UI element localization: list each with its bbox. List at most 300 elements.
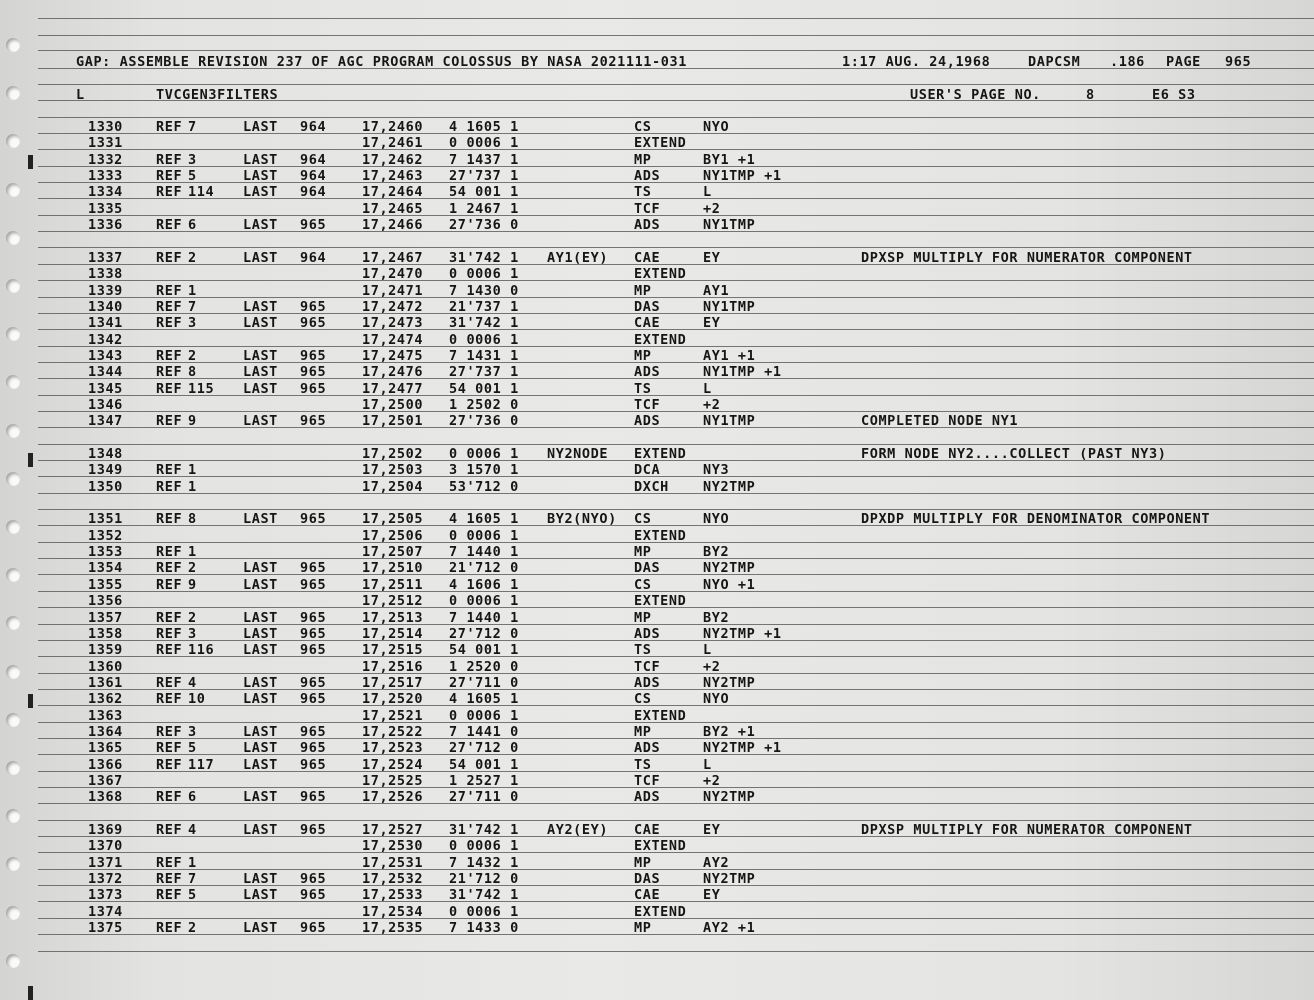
octal-code: 31'742 1	[449, 250, 519, 266]
octal-code: 0 0006 1	[449, 266, 519, 282]
ref-count: 2	[188, 920, 197, 936]
last-page: 965	[300, 348, 327, 364]
opcode: CAE	[634, 315, 661, 331]
ref-keyword: REF	[156, 560, 183, 576]
opcode: MP	[634, 544, 652, 560]
last-page: 965	[300, 413, 327, 429]
octal-code: 27'736 0	[449, 413, 519, 429]
ruled-line	[38, 247, 1314, 248]
line-number: 1369	[88, 822, 123, 838]
line-number: 1334	[88, 184, 123, 200]
ruled-line	[38, 705, 1314, 706]
ruled-line	[38, 18, 1314, 19]
octal-code: 0 0006 1	[449, 708, 519, 724]
line-number: 1344	[88, 364, 123, 380]
ref-keyword: REF	[156, 479, 183, 495]
address: 17,2464	[362, 184, 424, 200]
ruled-line	[38, 133, 1314, 134]
ruled-line	[38, 35, 1314, 36]
last-page: 965	[300, 691, 327, 707]
octal-code: 1 2502 0	[449, 397, 519, 413]
ruled-line	[38, 313, 1314, 314]
line-number: 1346	[88, 397, 123, 413]
octal-code: 7 1431 1	[449, 348, 519, 364]
line-number: 1356	[88, 593, 123, 609]
octal-code: 27'711 0	[449, 789, 519, 805]
operand: +2	[703, 773, 721, 789]
line-number: 1354	[88, 560, 123, 576]
ruled-line	[38, 754, 1314, 755]
last-keyword: LAST	[243, 610, 278, 626]
comment: DPXSP MULTIPLY FOR NUMERATOR COMPONENT	[861, 822, 1193, 838]
address: 17,2521	[362, 708, 424, 724]
opcode: EXTEND	[634, 135, 687, 151]
opcode: DAS	[634, 871, 661, 887]
ref-keyword: REF	[156, 740, 183, 756]
line-number: 1373	[88, 887, 123, 903]
opcode: MP	[634, 152, 652, 168]
address: 17,2506	[362, 528, 424, 544]
ref-keyword: REF	[156, 855, 183, 871]
operand: NY2TMP	[703, 789, 756, 805]
operand: NYO	[703, 691, 730, 707]
address: 17,2524	[362, 757, 424, 773]
line-number: 1357	[88, 610, 123, 626]
address: 17,2467	[362, 250, 424, 266]
operand: +2	[703, 201, 721, 217]
line-number: 1372	[88, 871, 123, 887]
ref-count: 3	[188, 724, 197, 740]
ruled-line	[38, 738, 1314, 739]
last-page: 965	[300, 626, 327, 642]
ruled-line	[38, 493, 1314, 494]
ruled-line	[38, 411, 1314, 412]
ruled-line	[38, 50, 1314, 51]
line-number: 1360	[88, 659, 123, 675]
opcode: MP	[634, 724, 652, 740]
last-page: 965	[300, 299, 327, 315]
line-number: 1350	[88, 479, 123, 495]
ruled-line	[38, 395, 1314, 396]
last-page: 965	[300, 364, 327, 380]
octal-code: 4 1605 1	[449, 119, 519, 135]
ref-count: 7	[188, 119, 197, 135]
ruled-line	[38, 574, 1314, 575]
last-keyword: LAST	[243, 560, 278, 576]
last-keyword: LAST	[243, 822, 278, 838]
ref-keyword: REF	[156, 119, 183, 135]
line-number: 1333	[88, 168, 123, 184]
opcode: CAE	[634, 822, 661, 838]
ref-count: 9	[188, 577, 197, 593]
ref-keyword: REF	[156, 348, 183, 364]
bank-code: E6 S3	[1152, 87, 1196, 103]
opcode: DXCH	[634, 479, 669, 495]
opcode: CS	[634, 119, 652, 135]
last-page: 965	[300, 577, 327, 593]
comment: COMPLETED NODE NY1	[861, 413, 1019, 429]
last-keyword: LAST	[243, 871, 278, 887]
octal-code: 31'742 1	[449, 887, 519, 903]
opcode: ADS	[634, 626, 661, 642]
address: 17,2471	[362, 283, 424, 299]
margin-mark	[28, 694, 33, 708]
octal-code: 27'736 0	[449, 217, 519, 233]
ref-keyword: REF	[156, 577, 183, 593]
last-keyword: LAST	[243, 152, 278, 168]
ref-count: 1	[188, 544, 197, 560]
ref-keyword: REF	[156, 217, 183, 233]
octal-code: 0 0006 1	[449, 904, 519, 920]
ref-keyword: REF	[156, 544, 183, 560]
ruled-line	[38, 869, 1314, 870]
operand: NY2TMP +1	[703, 626, 782, 642]
ref-count: 2	[188, 610, 197, 626]
ruled-line	[38, 198, 1314, 199]
operand: NY2TMP	[703, 675, 756, 691]
ruled-line	[38, 166, 1314, 167]
opcode: ADS	[634, 675, 661, 691]
page-label: PAGE	[1166, 54, 1201, 70]
ref-count: 1	[188, 855, 197, 871]
ref-keyword: REF	[156, 283, 183, 299]
comment: FORM NODE NY2....COLLECT (PAST NY3)	[861, 446, 1167, 462]
address: 17,2472	[362, 299, 424, 315]
ref-keyword: REF	[156, 610, 183, 626]
octal-code: 0 0006 1	[449, 332, 519, 348]
ref-count: 117	[188, 757, 215, 773]
feed-hole	[6, 761, 20, 775]
octal-code: 53'712 0	[449, 479, 519, 495]
ruled-line	[38, 656, 1314, 657]
octal-code: 1 2527 1	[449, 773, 519, 789]
opcode: MP	[634, 283, 652, 299]
opcode: MP	[634, 920, 652, 936]
address: 17,2505	[362, 511, 424, 527]
octal-code: 21'712 0	[449, 871, 519, 887]
ref-keyword: REF	[156, 789, 183, 805]
operand: NYO	[703, 119, 730, 135]
line-number: 1339	[88, 283, 123, 299]
last-page: 965	[300, 381, 327, 397]
last-keyword: LAST	[243, 757, 278, 773]
line-number: 1338	[88, 266, 123, 282]
line-number: 1374	[88, 904, 123, 920]
line-number: 1353	[88, 544, 123, 560]
opcode: ADS	[634, 168, 661, 184]
ruled-line	[38, 427, 1314, 428]
operand: NYO +1	[703, 577, 756, 593]
last-page: 964	[300, 119, 327, 135]
program-title: GAP: ASSEMBLE REVISION 237 OF AGC PROGRAM COLOSSUS BY NASA 2021111-031	[76, 54, 687, 70]
address: 17,2503	[362, 462, 424, 478]
ruled-line	[38, 934, 1314, 935]
opcode: ADS	[634, 413, 661, 429]
ref-count: 4	[188, 822, 197, 838]
last-page: 964	[300, 250, 327, 266]
ref-keyword: REF	[156, 757, 183, 773]
ruled-line	[38, 84, 1314, 85]
last-page: 965	[300, 887, 327, 903]
address: 17,2507	[362, 544, 424, 560]
line-number: 1355	[88, 577, 123, 593]
operand: AY2 +1	[703, 920, 756, 936]
last-keyword: LAST	[243, 348, 278, 364]
operand: NY3	[703, 462, 730, 478]
operand: EY	[703, 887, 721, 903]
ruled-line	[38, 558, 1314, 559]
line-number: 1343	[88, 348, 123, 364]
page-number: 965	[1225, 54, 1252, 70]
last-page: 965	[300, 315, 327, 331]
last-keyword: LAST	[243, 184, 278, 200]
opcode: TCF	[634, 397, 661, 413]
line-number: 1349	[88, 462, 123, 478]
address: 17,2474	[362, 332, 424, 348]
address: 17,2533	[362, 887, 424, 903]
line-number: 1341	[88, 315, 123, 331]
log-section-name: TVCGEN3FILTERS	[156, 87, 279, 103]
run-id: DAPCSM	[1028, 54, 1081, 70]
address: 17,2535	[362, 920, 424, 936]
ruled-line	[38, 901, 1314, 902]
line-number: 1342	[88, 332, 123, 348]
last-keyword: LAST	[243, 626, 278, 642]
ruled-line	[38, 689, 1314, 690]
last-keyword: LAST	[243, 675, 278, 691]
last-keyword: LAST	[243, 315, 278, 331]
octal-code: 7 1437 1	[449, 152, 519, 168]
last-keyword: LAST	[243, 724, 278, 740]
feed-hole	[6, 183, 20, 197]
last-page: 964	[300, 152, 327, 168]
ref-count: 1	[188, 479, 197, 495]
ref-keyword: REF	[156, 250, 183, 266]
ruled-line	[38, 771, 1314, 772]
address: 17,2510	[362, 560, 424, 576]
ref-count: 116	[188, 642, 215, 658]
ref-count: 1	[188, 462, 197, 478]
ref-keyword: REF	[156, 642, 183, 658]
line-number: 1363	[88, 708, 123, 724]
ruled-line	[38, 951, 1314, 952]
octal-code: 31'742 1	[449, 315, 519, 331]
octal-code: 27'737 1	[449, 364, 519, 380]
line-number: 1336	[88, 217, 123, 233]
last-page: 964	[300, 168, 327, 184]
ref-keyword: REF	[156, 724, 183, 740]
opcode: TCF	[634, 659, 661, 675]
last-keyword: LAST	[243, 299, 278, 315]
address: 17,2502	[362, 446, 424, 462]
line-number: 1358	[88, 626, 123, 642]
opcode: TS	[634, 381, 652, 397]
octal-code: 3 1570 1	[449, 462, 519, 478]
opcode: ADS	[634, 217, 661, 233]
line-number: 1364	[88, 724, 123, 740]
address: 17,2465	[362, 201, 424, 217]
octal-code: 1 2520 0	[449, 659, 519, 675]
opcode: DCA	[634, 462, 661, 478]
line-number: 1361	[88, 675, 123, 691]
operand: L	[703, 381, 712, 397]
octal-code: 54 001 1	[449, 381, 519, 397]
ref-count: 5	[188, 887, 197, 903]
address: 17,2531	[362, 855, 424, 871]
ruled-line	[38, 640, 1314, 641]
octal-code: 54 001 1	[449, 184, 519, 200]
ruled-line	[38, 444, 1314, 445]
ref-count: 7	[188, 871, 197, 887]
ref-count: 2	[188, 250, 197, 266]
ref-count: 4	[188, 675, 197, 691]
opcode: CAE	[634, 250, 661, 266]
ref-count: 6	[188, 217, 197, 233]
line-number: 1352	[88, 528, 123, 544]
octal-code: 27'737 1	[449, 168, 519, 184]
operand: NY1TMP +1	[703, 364, 782, 380]
last-keyword: LAST	[243, 691, 278, 707]
feed-hole	[6, 327, 20, 341]
ref-keyword: REF	[156, 871, 183, 887]
octal-code: 7 1441 0	[449, 724, 519, 740]
ruled-line	[38, 215, 1314, 216]
opcode: CAE	[634, 887, 661, 903]
ruled-line	[38, 362, 1314, 363]
address: 17,2512	[362, 593, 424, 609]
opcode: CS	[634, 691, 652, 707]
ruled-line	[38, 787, 1314, 788]
last-keyword: LAST	[243, 740, 278, 756]
feed-hole	[6, 231, 20, 245]
octal-code: 0 0006 1	[449, 446, 519, 462]
ref-keyword: REF	[156, 381, 183, 397]
opcode: EXTEND	[634, 593, 687, 609]
last-page: 965	[300, 642, 327, 658]
last-keyword: LAST	[243, 217, 278, 233]
address: 17,2504	[362, 479, 424, 495]
opcode: ADS	[634, 789, 661, 805]
address: 17,2476	[362, 364, 424, 380]
last-keyword: LAST	[243, 887, 278, 903]
address: 17,2517	[362, 675, 424, 691]
ruled-line	[38, 117, 1314, 118]
operand: NY2TMP	[703, 560, 756, 576]
last-keyword: LAST	[243, 119, 278, 135]
last-keyword: LAST	[243, 381, 278, 397]
line-number: 1335	[88, 201, 123, 217]
address: 17,2501	[362, 413, 424, 429]
opcode: EXTEND	[634, 332, 687, 348]
ruled-line	[38, 591, 1314, 592]
operand: +2	[703, 659, 721, 675]
operand: EY	[703, 315, 721, 331]
feed-hole	[6, 954, 20, 968]
address: 17,2534	[362, 904, 424, 920]
ref-keyword: REF	[156, 511, 183, 527]
comment: DPXDP MULTIPLY FOR DENOMINATOR COMPONENT	[861, 511, 1211, 527]
address: 17,2473	[362, 315, 424, 331]
octal-code: 0 0006 1	[449, 593, 519, 609]
octal-code: 27'712 0	[449, 626, 519, 642]
opcode: MP	[634, 348, 652, 364]
octal-code: 0 0006 1	[449, 528, 519, 544]
ref-keyword: REF	[156, 822, 183, 838]
ref-count: 7	[188, 299, 197, 315]
last-page: 965	[300, 871, 327, 887]
comment: DPXSP MULTIPLY FOR NUMERATOR COMPONENT	[861, 250, 1193, 266]
octal-code: 4 1605 1	[449, 511, 519, 527]
line-number: 1368	[88, 789, 123, 805]
line-number: 1347	[88, 413, 123, 429]
operand: L	[703, 184, 712, 200]
opcode: MP	[634, 855, 652, 871]
operand: AY1 +1	[703, 348, 756, 364]
line-number: 1351	[88, 511, 123, 527]
octal-code: 27'712 0	[449, 740, 519, 756]
line-number: 1331	[88, 135, 123, 151]
octal-code: 21'712 0	[449, 560, 519, 576]
ref-count: 9	[188, 413, 197, 429]
octal-code: 21'737 1	[449, 299, 519, 315]
operand: EY	[703, 822, 721, 838]
octal-code: 4 1606 1	[449, 577, 519, 593]
line-number: 1366	[88, 757, 123, 773]
opcode: TS	[634, 184, 652, 200]
address: 17,2532	[362, 871, 424, 887]
ref-keyword: REF	[156, 626, 183, 642]
ref-count: 3	[188, 626, 197, 642]
operand: BY1 +1	[703, 152, 756, 168]
ruled-line	[38, 803, 1314, 804]
octal-code: 1 2467 1	[449, 201, 519, 217]
address: 17,2530	[362, 838, 424, 854]
feed-hole	[6, 568, 20, 582]
line-number: 1371	[88, 855, 123, 871]
ruled-line	[38, 476, 1314, 477]
ref-keyword: REF	[156, 675, 183, 691]
feed-hole	[6, 279, 20, 293]
last-page: 965	[300, 511, 327, 527]
ruled-line	[38, 329, 1314, 330]
opcode: EXTEND	[634, 266, 687, 282]
operand: NY2TMP	[703, 479, 756, 495]
address: 17,2515	[362, 642, 424, 658]
opcode: ADS	[634, 364, 661, 380]
users-page-label: USER'S PAGE NO.	[910, 87, 1041, 103]
ref-count: 5	[188, 168, 197, 184]
last-page: 965	[300, 789, 327, 805]
feed-hole	[6, 134, 20, 148]
last-page: 965	[300, 217, 327, 233]
line-number: 1359	[88, 642, 123, 658]
symbol-label: NY2NODE	[547, 446, 609, 462]
octal-code: 54 001 1	[449, 642, 519, 658]
opcode: TS	[634, 757, 652, 773]
ref-keyword: REF	[156, 184, 183, 200]
feed-hole	[6, 857, 20, 871]
line-number: 1362	[88, 691, 123, 707]
opcode: EXTEND	[634, 708, 687, 724]
operand: AY2	[703, 855, 730, 871]
ref-count: 1	[188, 283, 197, 299]
address: 17,2514	[362, 626, 424, 642]
ref-count: 2	[188, 348, 197, 364]
feed-hole	[6, 375, 20, 389]
address: 17,2523	[362, 740, 424, 756]
opcode: EXTEND	[634, 904, 687, 920]
line-number: 1365	[88, 740, 123, 756]
